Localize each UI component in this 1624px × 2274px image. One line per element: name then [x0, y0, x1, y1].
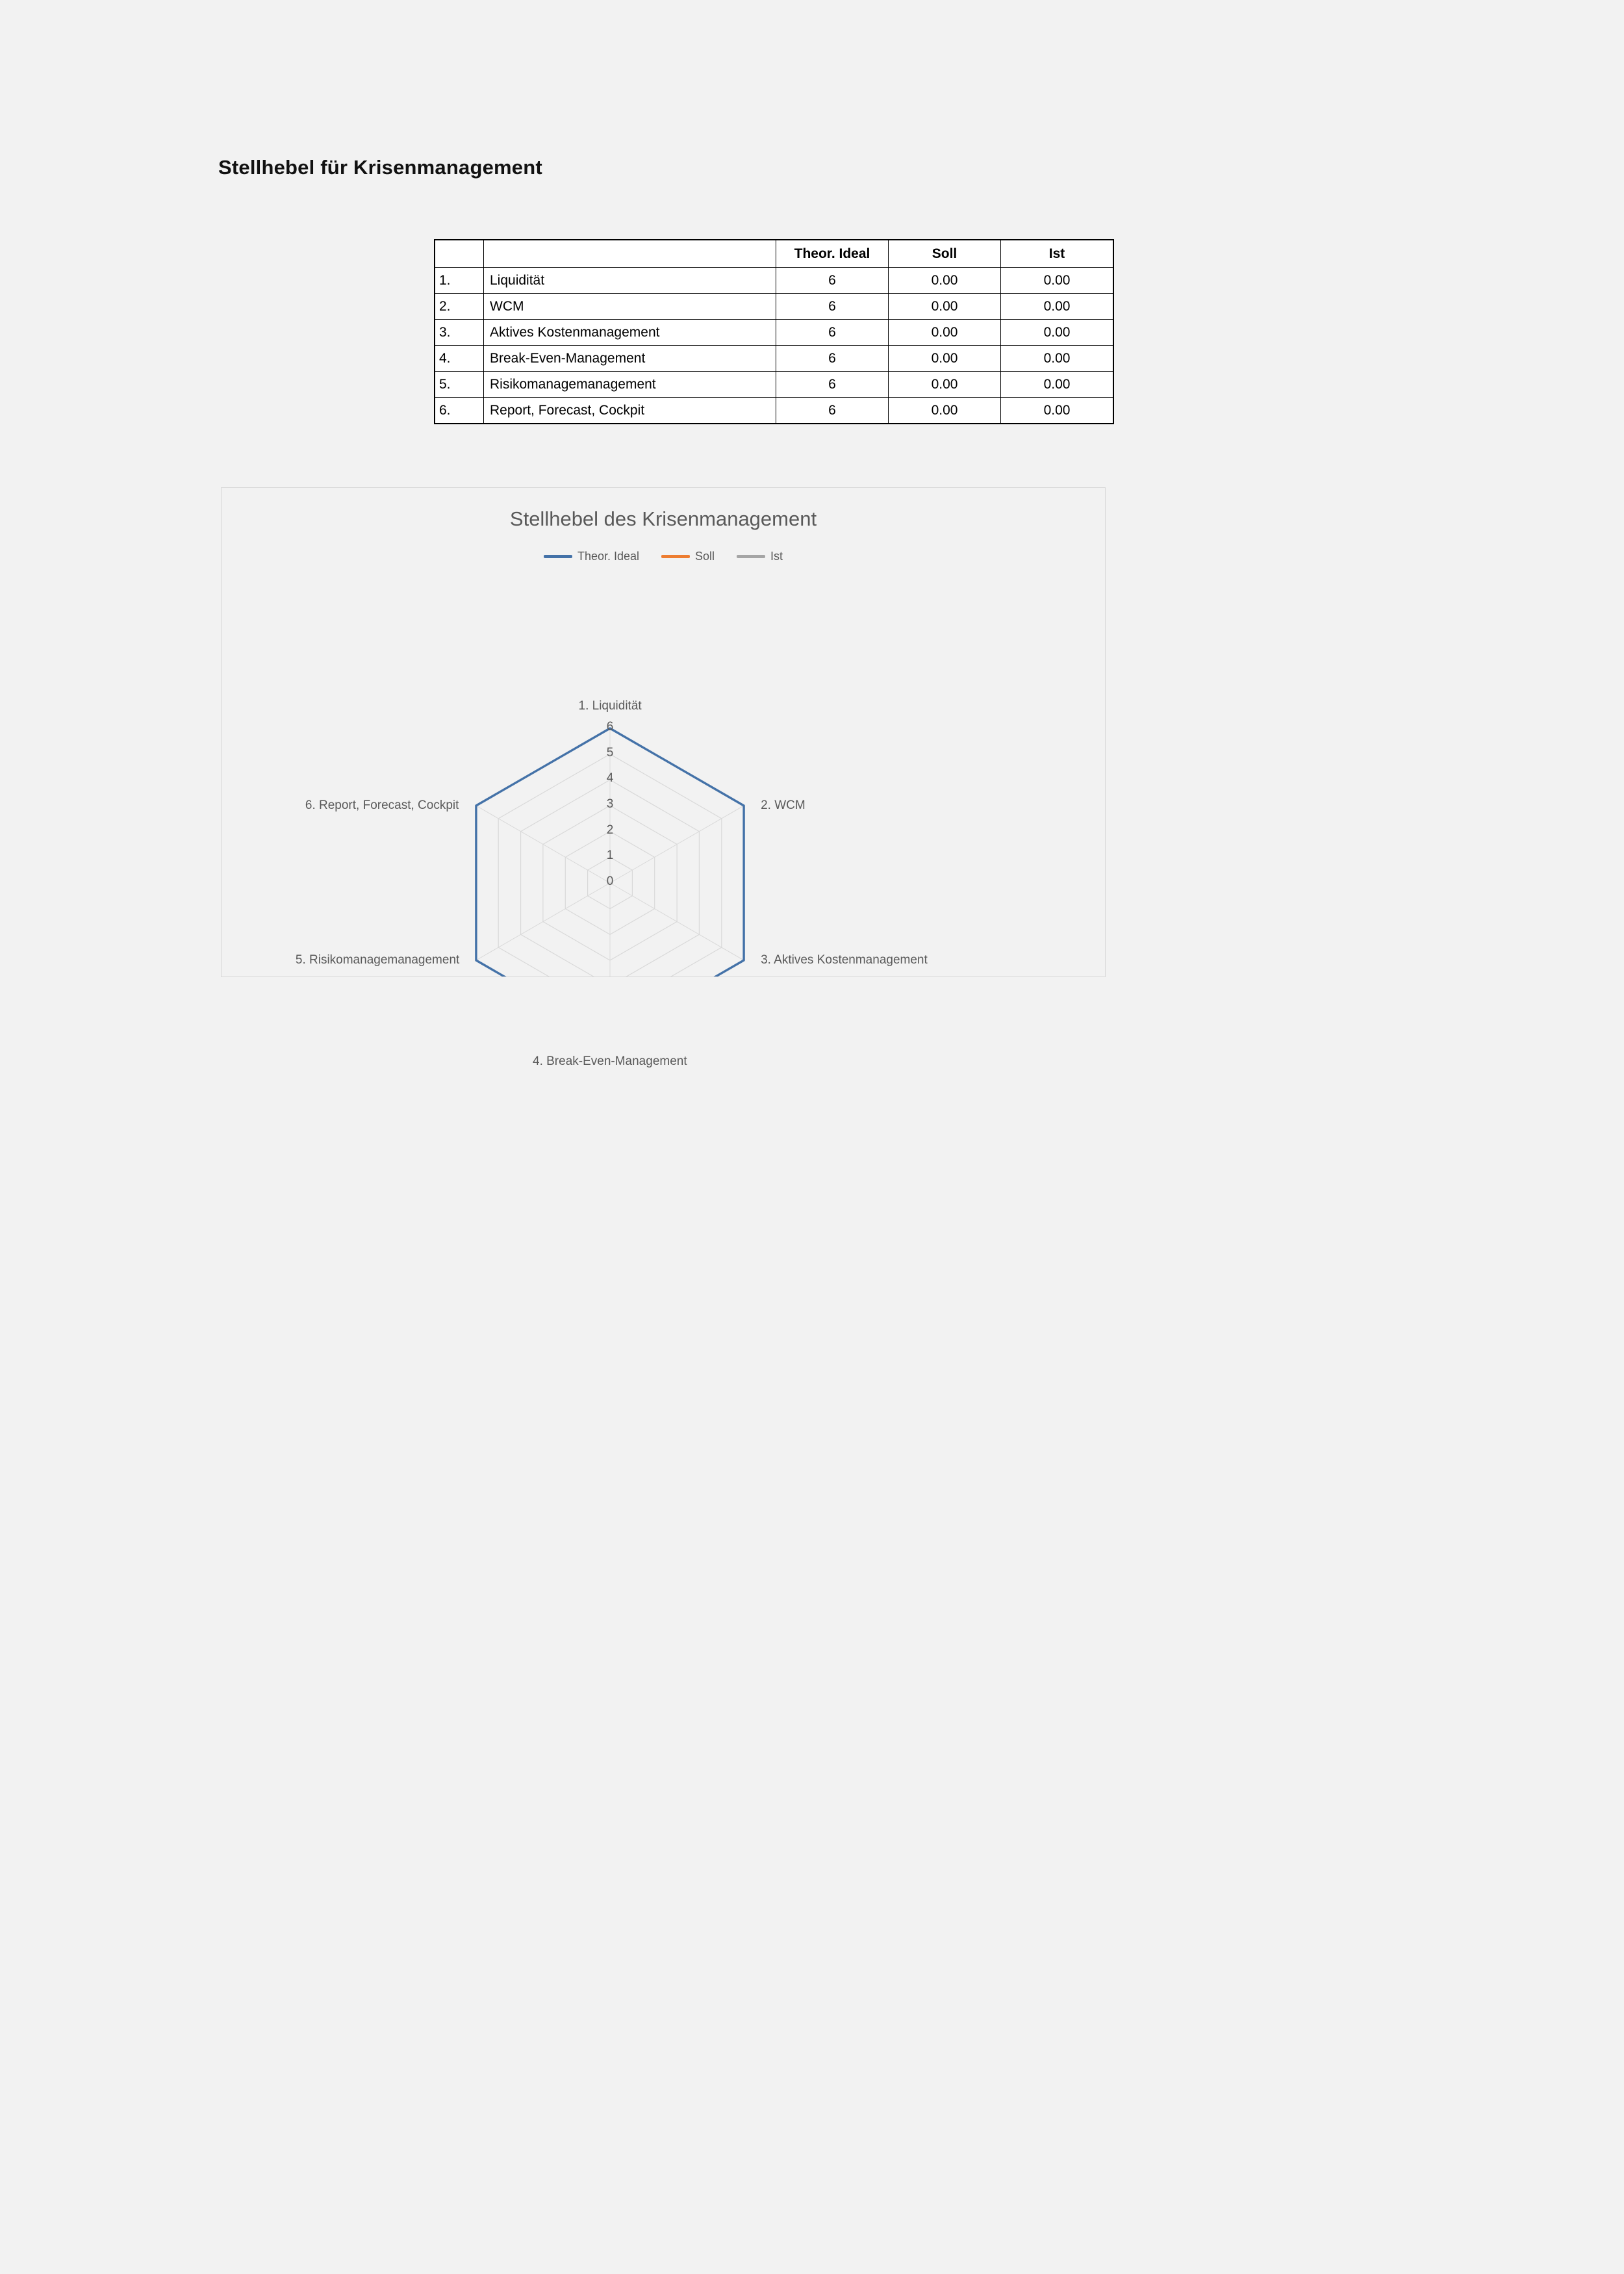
- table-row: [435, 346, 1113, 372]
- row-number: 4.: [435, 346, 484, 372]
- row-label: Aktives Kostenmanagement: [484, 320, 776, 346]
- table-row: [435, 372, 1113, 398]
- legend-label-ist: Ist: [770, 550, 783, 563]
- column-header-theor-ideal: Theor. Ideal: [776, 240, 889, 268]
- radar-category-label: 1. Liquidität: [578, 699, 642, 713]
- row-label: Break-Even-Management: [484, 346, 776, 372]
- radar-category-label: 6. Report, Forecast, Cockpit: [305, 798, 459, 812]
- row-theor-ideal: 6: [776, 372, 889, 398]
- row-label: WCM: [484, 294, 776, 320]
- row-number: 2.: [435, 294, 484, 320]
- radial-tick-label: 3: [606, 797, 614, 811]
- radar-plot-area: [222, 488, 1105, 1068]
- row-soll: 0.00: [889, 346, 1001, 372]
- table-body: [435, 268, 1113, 424]
- table-row: [435, 398, 1113, 424]
- radar-svg: [222, 488, 1105, 977]
- row-label: Liquidität: [484, 268, 776, 294]
- column-header-soll: Soll: [889, 240, 1001, 268]
- levers-table: [434, 239, 1114, 424]
- table-row: [435, 320, 1113, 346]
- row-theor-ideal: 6: [776, 268, 889, 294]
- row-theor-ideal: 6: [776, 320, 889, 346]
- row-number: 6.: [435, 398, 484, 424]
- page-title: Stellhebel für Krisenmanagement: [218, 156, 542, 179]
- radial-tick-label: 1: [606, 849, 614, 863]
- row-ist: 0.00: [1001, 320, 1114, 346]
- column-header-number: [435, 240, 484, 268]
- chart-title: Stellhebel des Krisenmanagement: [509, 507, 817, 530]
- row-label: Risikomanagemanagement: [484, 372, 776, 398]
- row-soll: 0.00: [889, 294, 1001, 320]
- row-ist: 0.00: [1001, 346, 1114, 372]
- radar-category-label: 5. Risikomanagemanagement: [295, 953, 460, 967]
- table-row: [435, 294, 1113, 320]
- table-header: [435, 240, 1113, 268]
- row-label: Report, Forecast, Cockpit: [484, 398, 776, 424]
- column-header-ist: Ist: [1001, 240, 1114, 268]
- row-ist: 0.00: [1001, 294, 1114, 320]
- legend-label-soll: Soll: [695, 550, 715, 563]
- row-soll: 0.00: [889, 372, 1001, 398]
- radar-chart-panel[interactable]: [221, 487, 1106, 1068]
- row-theor-ideal: 6: [776, 294, 889, 320]
- radial-tick-label: 0: [606, 875, 614, 888]
- row-soll: 0.00: [889, 268, 1001, 294]
- table-header-row: [435, 240, 1113, 268]
- radial-tick-label: 4: [606, 771, 614, 786]
- column-header-lever: [484, 240, 776, 268]
- row-theor-ideal: 6: [776, 346, 889, 372]
- row-theor-ideal: 6: [776, 398, 889, 424]
- table-row: [435, 268, 1113, 294]
- radar-category-label: 4. Break-Even-Management: [533, 1054, 687, 1068]
- radar-category-label: 3. Aktives Kostenmanagement: [761, 953, 928, 967]
- row-soll: 0.00: [889, 398, 1001, 424]
- row-number: 1.: [435, 268, 484, 294]
- row-soll: 0.00: [889, 320, 1001, 346]
- data-table-container: [434, 239, 1114, 424]
- row-ist: 0.00: [1001, 398, 1114, 424]
- row-number: 3.: [435, 320, 484, 346]
- row-ist: 0.00: [1001, 268, 1114, 294]
- row-number: 5.: [435, 372, 484, 398]
- radar-category-label: 2. WCM: [761, 798, 806, 812]
- radial-tick-label: 6: [606, 720, 614, 734]
- legend-label-theor-ideal: Theor. Ideal: [577, 550, 640, 563]
- radial-tick-label: 5: [606, 745, 614, 760]
- radial-tick-label: 2: [606, 823, 614, 837]
- row-ist: 0.00: [1001, 372, 1114, 398]
